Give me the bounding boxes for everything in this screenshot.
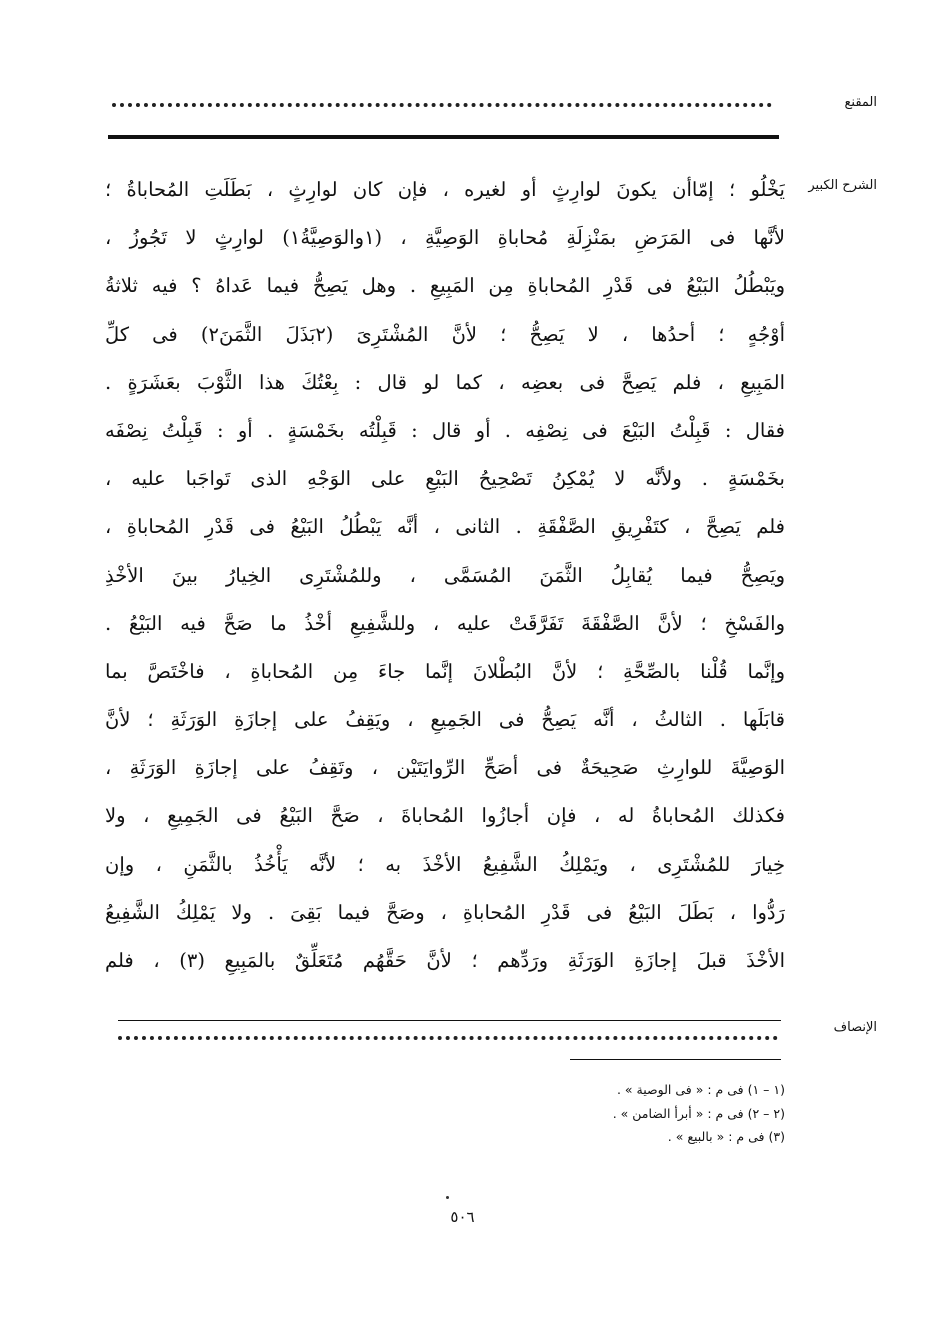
text-line: فلم يَصِحَّ ، كتَفْرِيقِ الصَّفْقَةِ . الثانى ، أنَّه يَبْطُلُ البَيْعُ فى قَدْرِ المُحاباةِ ، (105, 515, 785, 539)
footnote: (١ – ١) فى م : « فى الوصية » . (616, 1082, 785, 1097)
insaf-dotted-leader (118, 1036, 778, 1040)
text-line: وإنَّما قُلْنا بالصِّحَّةِ ؛ لأنَّ البُطْلانَ إنَّما جاءَ مِن المُحاباةِ ، فاخْتَصَّ بما (105, 659, 785, 683)
text-line: يَخْلُو ؛ إمّاأن يكونَ لوارِثٍ أو لغيره ، فإن كان لوارِثٍ ، بَطَلَتِ المُحاباةُ ؛ (105, 178, 785, 201)
footnote: (٢ – ٢) فى م : « أبرأ الضامن » . (612, 1105, 785, 1121)
text-line: خِيارَ للمُشْتَرِى ، ويَمْلِكُ الشَّفِيعُ الأخْذَ به ؛ لأنَّه يَأْخُذُ بالثَّمَنِ ، وإن (105, 852, 785, 876)
header-dotted-leader (112, 103, 772, 107)
text-line: ويَصِحُّ فيما يُقابِلُ الثَّمَنَ المُسَمَّى ، وللمُشْتَرِى الخِيارُ بينَ الأخْذِ (105, 563, 785, 587)
insaf-top-rule (118, 1020, 781, 1021)
text-line: فقال : قَبِلْتُ البَيْعَ فى نِصْفِه . أو قال : قَبِلْتُه بخَمْسَةٍ . أو : قَبِلْتُ نِصْفَه (105, 418, 785, 442)
text-line: والفَسْخِ ؛ لأنَّ الصَّفْقَةَ تَفَرَّقَتْ عليه ، وللشَّفِيعِ أخْذُ ما صَحَّ فيه البَيْعُ . (105, 611, 785, 635)
text-line: أوْجُهٍ ؛ أحدُها ، لا يَصِحُّ ؛ لأنَّ المُشْتَرِىَ (٢بَذَلَ الثَّمَنَ٢) فى كلِّ (105, 322, 785, 346)
page-marker-dot (446, 1196, 449, 1199)
footnotes (613, 1078, 785, 1149)
text-line: فكذلك المُحاباةُ له ، فإن أجازُوا المُحاباةَ ، صَحَّ البَيْعُ فى الجَمِيعِ ، ولا (105, 804, 785, 828)
commentary-section-label: الشرح الكبير (808, 178, 877, 193)
text-line: قابَلَها . الثالثُ ، أنَّه يَصِحُّ فى الجَمِيعِ ، ويَقِفُ على إجازَةِ الوَرَثَةِ ؛ لأنَّ (105, 708, 785, 732)
text-line: المَبِيعِ ، فلم يَصِحَّ فى بعضِه ، كما لو قال : بِعْتُكَ هذا الثَّوْبَ بعَشَرَةٍ . (105, 370, 785, 394)
text-line: ويَبْطُلُ البَيْعُ فى قَدْرِ المُحاباةِ مِن المَبِيعِ . وهل يَصِحُّ فيما عَداهُ ؟ فيه ثلاثةُ (105, 274, 785, 298)
footnote: (٣) فى م : « بالبيع » . (667, 1129, 785, 1144)
insaf-section-label: الإنصاف (833, 1020, 877, 1035)
commentary-text-block (105, 166, 785, 985)
book-title-label: المقنع (844, 95, 877, 110)
text-line: رَدُّوا ، بَطَلَ البَيْعُ فى قَدْرِ المُحاباةِ ، وصَحَّ فيما بَقِىَ . ولا يَمْلِكُ الشَّفِيعُ (105, 900, 785, 924)
text-line: الأخْذَ قبلَ إجازَةِ الوَرَثَةِ ورَدِّهم ؛ لأنَّ حَقَّهُم مُتَعَلِّقٌ بالمَبِيعِ (٣) ، فلم (105, 949, 785, 972)
text-line: بخَمْسَةٍ . ولأنَّه لا يُمْكِنُ تَصْحِيحُ البَيْعِ على الوَجْهِ الذى تَواجَبا عليه ، (105, 467, 785, 491)
header-rule (108, 135, 779, 139)
text-line: لأنَّها فى المَرَضِ بمَنْزِلَةِ مُحاباةِ الوَصِيَّةِ ، (١والوَصِيَّةُ١) لوارِثٍ لا تَجُوزُ ، (105, 226, 785, 250)
footnote-separator (570, 1059, 781, 1060)
page-number: ٥٠٦ (450, 1208, 475, 1226)
text-line: الوَصِيَّةَ للوارِثِ صَحِيحَةٌ فى أصَحِّ الرِّوايَتَيْن ، وتَقِفُ على إجازَةِ الوَرَثَةِ ، (105, 756, 785, 780)
